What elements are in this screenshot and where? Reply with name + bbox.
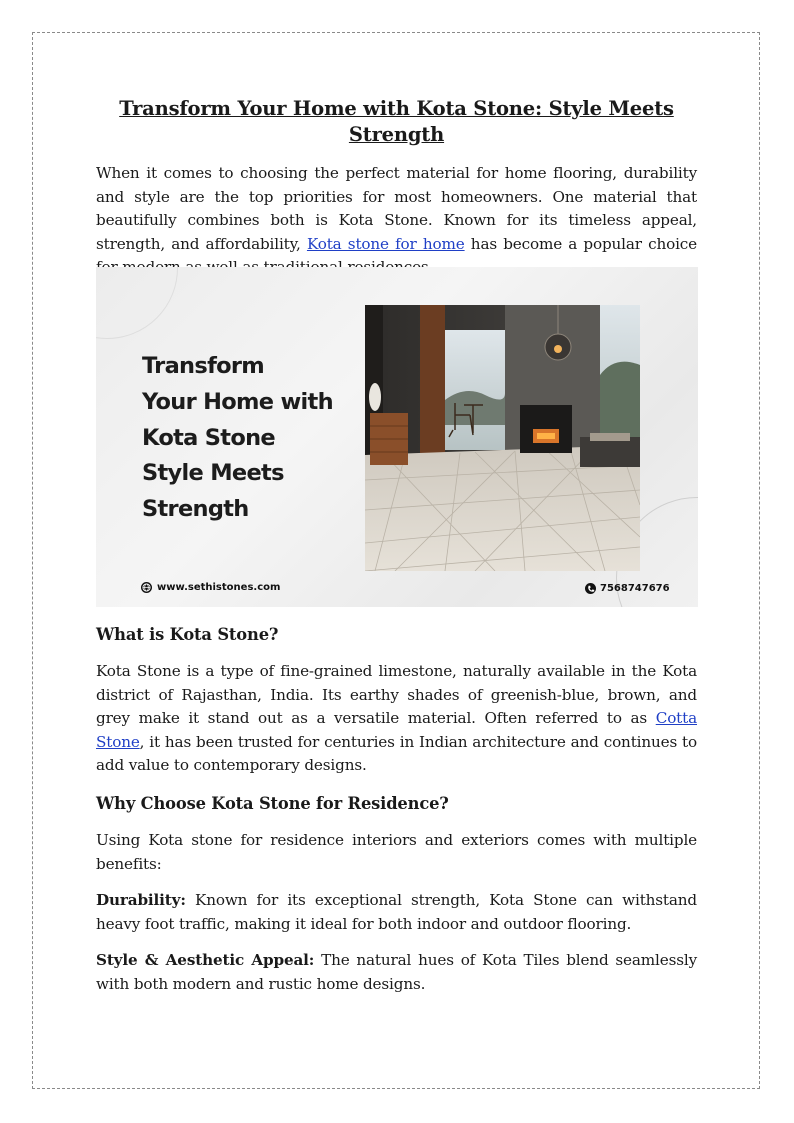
hero-heading-line: Transform <box>142 353 265 379</box>
what-is-text-before: Kota Stone is a type of fine-grained limestone, naturally available in the Kota district of Rajasthan, India. Its earthy shades of greenish-blue, brown, and grey make it stand out as a versatile material. Often referred to as <box>96 662 697 727</box>
phone-label[interactable] <box>585 583 670 594</box>
intro-paragraph <box>96 162 697 280</box>
decorative-arc <box>96 267 178 339</box>
phone-text: 7568747676 <box>600 583 670 594</box>
benefit-text: Known for its exceptional strength, Kota Stone can withstand heavy foot traffic, making it ideal for both indoor and outdoor flooring. <box>96 891 697 933</box>
hero-heading-line: Kota Stone <box>142 424 275 451</box>
globe-icon <box>141 582 152 593</box>
hero-banner-image <box>96 267 698 607</box>
why-choose-intro: Using Kota stone for residence interiors and exteriors comes with multiple benefits: <box>96 831 697 873</box>
what-is-text-after: , it has been trusted for centuries in Indian architecture and continues to add value to contemporary designs. <box>96 732 697 774</box>
hero-heading-line: Style Meets <box>142 460 284 487</box>
benefit-durability <box>96 889 697 936</box>
what-is-paragraph <box>96 660 697 778</box>
intro-text-after: has become a popular choice <box>470 234 697 253</box>
website-label[interactable] <box>141 582 280 593</box>
document-content <box>96 96 698 993</box>
benefit-text: The natural hues of Kota Tiles blend seamlessly with both modern and rustic home designs. <box>96 951 698 993</box>
interior-room-photo <box>365 305 640 571</box>
intro-text-before: When it comes to choosing the perfect material for home flooring, durability and style are the top priorities for most homeowners. One material that beautifully combines both is Kota Stone. Known for its timeless appeal, strength, and affordability, <box>96 164 697 253</box>
why-choose-heading: Why Choose Kota Stone for Residence? <box>96 794 449 813</box>
cotta-stone-link[interactable]: Cotta Stone <box>96 709 697 751</box>
hero-heading <box>142 349 333 528</box>
benefit-label: Durability: <box>96 891 186 909</box>
benefit-style <box>96 949 697 996</box>
what-is-section <box>96 624 697 778</box>
why-choose-section <box>96 793 697 996</box>
hero-heading-line: Your Home with <box>142 388 333 415</box>
what-is-heading: What is Kota Stone? <box>96 625 279 644</box>
page-title: Transform Your Home with Kota Stone: Style Meets Strength <box>119 97 674 146</box>
hero-heading-line: Strength <box>142 496 249 523</box>
website-text: www.sethistones.com <box>157 582 281 593</box>
kota-stone-for-home-link[interactable]: Kota stone for home <box>306 234 465 253</box>
benefit-label: Style & Aesthetic Appeal: <box>96 951 315 969</box>
phone-icon <box>585 583 596 594</box>
